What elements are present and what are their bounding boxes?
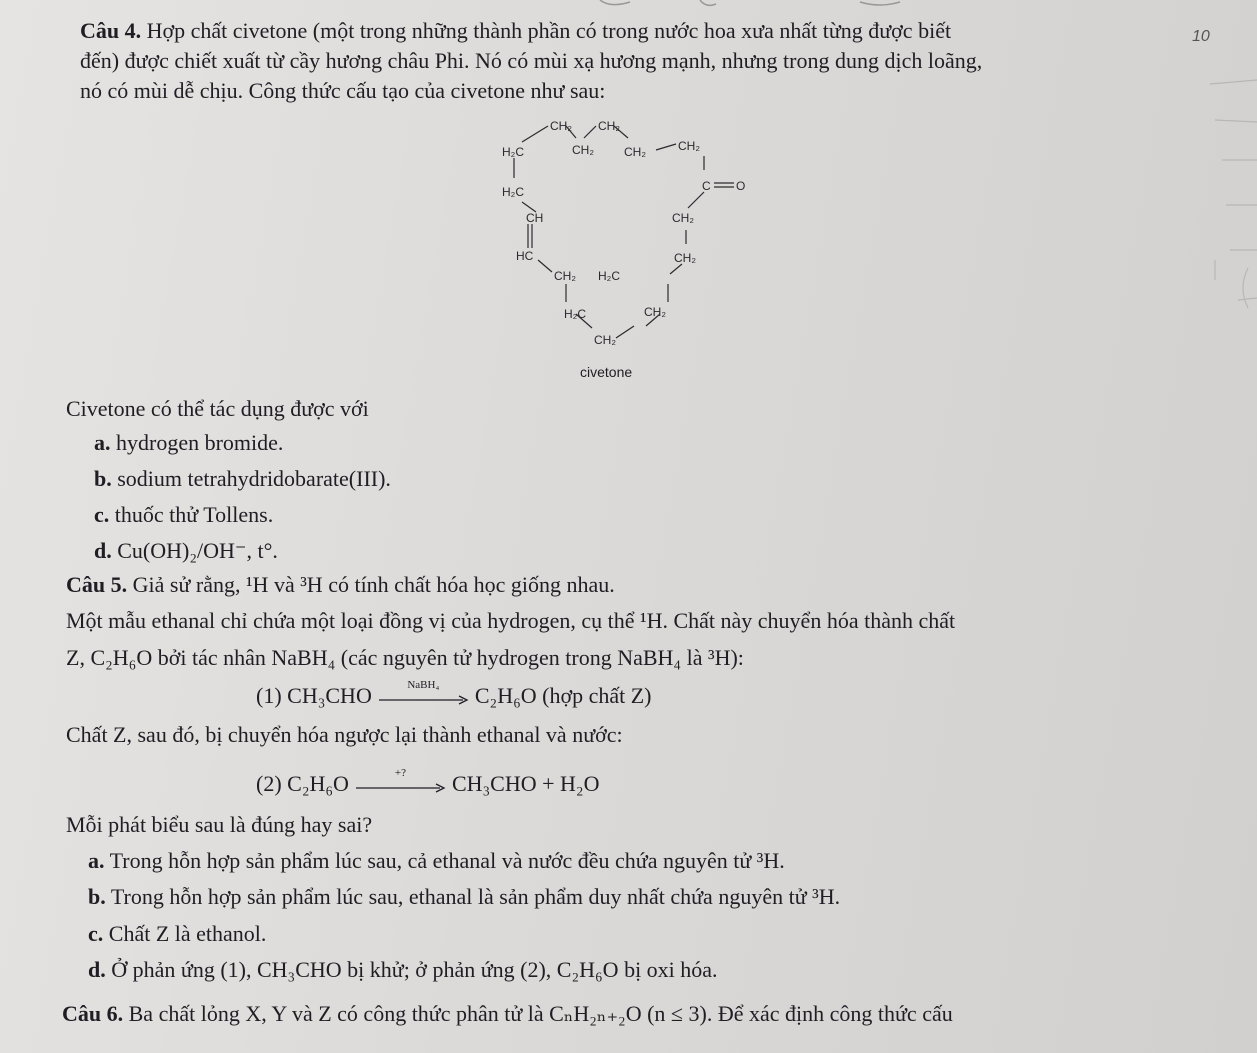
q4-text1: Hợp chất civetone (một trong những thành phần có trong nước hoa xưa nhất từng được biết: [146, 18, 952, 43]
eq1-product: C₂H₆O (hợp chất Z): [474, 683, 652, 708]
atom-ch2-4: CH₂: [624, 145, 646, 159]
atom-h2c-2: H₂C: [502, 185, 524, 199]
atom-c-carbonyl: C: [702, 179, 711, 193]
option-letter: d.: [94, 538, 112, 563]
q4-line2: đến) được chiết xuất từ cầy hương châu Phi. Nó có mùi xạ hương mạnh, nhưng trong dung dịch loãng,: [80, 48, 983, 73]
q5-statement-d: [88, 957, 718, 983]
atom-ch2-3: CH₂: [572, 143, 594, 157]
q5-statement-b: [88, 884, 840, 910]
q4-line3: nó có mùi dễ chịu. Công thức cấu tạo của civetone như sau:: [80, 78, 606, 103]
q4-option-c: [94, 502, 273, 528]
option-text: sodium tetrahydridobarate(III).: [117, 466, 391, 491]
atom-h2c-1: H₂C: [502, 145, 524, 159]
atom-h2c-4: H₂C: [564, 307, 586, 321]
atom-ch2-2: CH₂: [598, 119, 620, 133]
atom-hc: HC: [516, 249, 534, 263]
q5-line4: Chất Z, sau đó, bị chuyển hóa ngược lại thành ethanal và nước:: [66, 722, 623, 747]
eq1-reactant: CH₃CHO: [287, 683, 372, 708]
q6-number: Câu 6.: [62, 1001, 124, 1026]
eq2-number: (2): [256, 771, 282, 796]
q6-line1: [62, 1001, 953, 1027]
right-arrow-icon: [377, 695, 469, 705]
q5-line1: [66, 572, 615, 598]
eq1-number: (1): [256, 683, 282, 708]
statement-text: Trong hỗn hợp sản phẩm lúc sau, ethanal là sản phẩm duy nhất chứa nguyên tử ³H.: [110, 884, 841, 909]
q4-option-b: [94, 466, 391, 492]
q5-line2: Một mẫu ethanal chỉ chứa một loại đồng vị của hydrogen, cụ thể ¹H. Chất này chuyển hóa thành chất: [66, 608, 956, 633]
option-letter: a.: [94, 430, 111, 455]
eq1-arrow-label: NaBH₄: [407, 678, 440, 691]
margin-note: 10: [1192, 28, 1210, 45]
q6-text: Ba chất lỏng X, Y và Z có công thức phân tử là CₙH₂ₙ₊₂O (n ≤ 3). Để xác định công thức cấu: [128, 1001, 953, 1026]
atom-ch2-5: CH₂: [678, 139, 700, 153]
structure-caption: civetone: [580, 364, 633, 380]
eq2-product: CH₃CHO + H₂O: [451, 771, 600, 796]
atom-ch2-7: CH₂: [674, 251, 696, 265]
option-text: hydrogen bromide.: [116, 430, 284, 455]
atom-ch2-6: CH₂: [672, 211, 694, 225]
q4-option-d: [94, 538, 278, 564]
q4-prompt: Civetone có thể tác dụng được với: [66, 396, 369, 421]
option-letter: b.: [94, 466, 112, 491]
eq2-arrow-label: +?: [394, 766, 406, 779]
statement-text: Ở phản ứng (1), CH₃CHO bị khử; ở phản ứng (2), C₂H₆O bị oxi hóa.: [111, 957, 718, 982]
q5-line3: Z, C₂H₆O bởi tác nhân NaBH₄ (các nguyên tử hydrogen trong NaBH₄ là ³H):: [66, 645, 744, 670]
eq1-arrow: [377, 678, 469, 709]
statement-letter: b.: [88, 884, 106, 909]
q5-question: Mỗi phát biểu sau là đúng hay sai?: [66, 812, 373, 837]
atom-o: O: [736, 179, 746, 193]
civetone-structure: [496, 112, 776, 382]
right-arrow-icon: [354, 783, 446, 793]
option-text: Cu(OH)₂/OH⁻, t°.: [117, 538, 278, 563]
equation-2: [256, 766, 600, 797]
atom-h2c-3: H₂C: [598, 269, 620, 283]
q4-option-a: [94, 430, 283, 456]
atom-ch: CH: [526, 211, 544, 225]
statement-text: Trong hỗn hợp sản phẩm lúc sau, cả ethanal và nước đều chứa nguyên tử ³H.: [109, 848, 785, 873]
option-letter: c.: [94, 502, 110, 527]
q4-line1: [80, 18, 951, 44]
statement-letter: a.: [88, 848, 105, 873]
atom-ch2-1: CH₂: [550, 119, 572, 133]
q5-number: Câu 5.: [66, 572, 128, 597]
q5-statement-c: [88, 921, 266, 947]
statement-text: Chất Z là ethanol.: [108, 921, 267, 946]
q5-statement-a: [88, 848, 785, 874]
statement-letter: d.: [88, 957, 106, 982]
statement-letter: c.: [88, 921, 104, 946]
option-text: thuốc thử Tollens.: [114, 502, 274, 527]
eq2-arrow: [354, 766, 446, 797]
atom-ch2-8: CH₂: [554, 269, 576, 283]
equation-1: [256, 678, 652, 709]
atom-ch2-10: CH₂: [594, 333, 616, 347]
atom-ch2-9: CH₂: [644, 305, 666, 319]
q5-line1-text: Giả sử rằng, ¹H và ³H có tính chất hóa học giống nhau.: [132, 572, 615, 597]
q4-number: Câu 4.: [80, 18, 142, 43]
eq2-reactant: C₂H₆O: [287, 771, 349, 796]
